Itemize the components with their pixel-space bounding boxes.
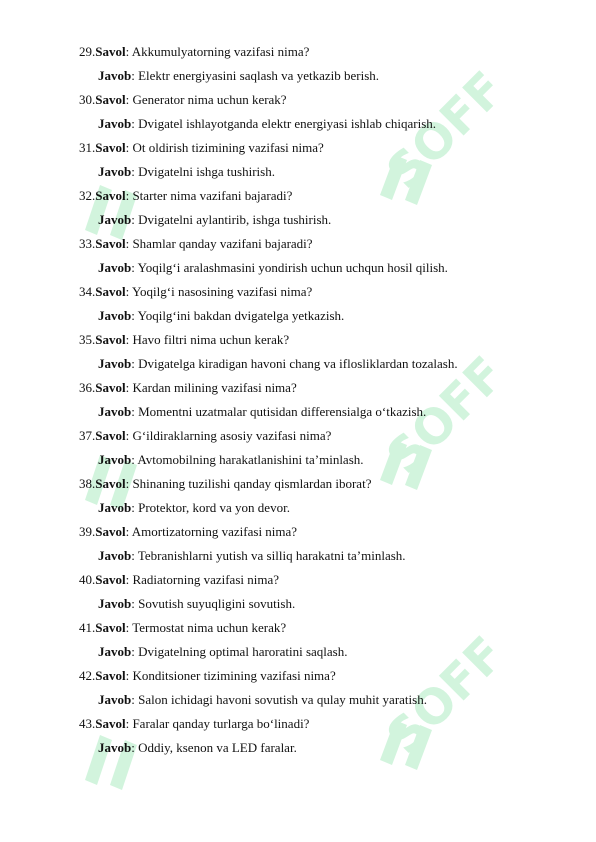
svg-text:SOFF: SOFF [376,61,516,201]
question-text: : Kardan milining vazifasi nima? [125,380,297,395]
answer-line [79,496,579,520]
qa-item [79,616,579,664]
answer-line [79,256,579,280]
qa-item [79,472,579,520]
question-number: 30. [79,92,96,107]
svg-text:SOFF: SOFF [376,346,516,486]
question-text: : Havo filtri nima uchun kerak? [125,332,290,347]
answer-label: Javob [98,548,132,563]
answer-line [79,208,579,232]
question-label: Savol [95,284,126,299]
question-text: : Starter nima vazifani bajaradi? [125,188,293,203]
answer-label: Javob [98,308,132,323]
answer-label: Javob [98,740,132,755]
answer-line [79,64,579,88]
question-text: : Shamlar qanday vazifani bajaradi? [125,236,313,251]
answer-label: Javob [98,500,132,515]
answer-line [79,352,579,376]
qa-item [79,520,579,568]
answer-line [79,112,579,136]
question-text: : Termostat nima uchun kerak? [125,620,287,635]
answer-text: : Dvigatelni ishga tushirish. [131,164,275,179]
answer-line [79,688,579,712]
question-text: : Yoqilg‘i nasosining vazifasi nima? [125,284,313,299]
answer-text: : Elektr energiyasini saqlash va yetkazib berish. [131,68,380,83]
answer-text: : Protektor, kord va yon devor. [131,500,290,515]
answer-text: : Oddiy, ksenon va LED faralar. [131,740,297,755]
qa-item [79,136,579,184]
answer-text: : Sovutish suyuqligini sovutish. [131,596,296,611]
question-text: : Ot oldirish tizimining vazifasi nima? [125,140,324,155]
question-label: Savol [95,716,126,731]
answer-text: : Yoqilg‘i aralashmasini yondirish uchun uchqun hosil qilish. [131,260,448,275]
question-label: Savol [95,476,126,491]
question-number: 38. [79,476,96,491]
answer-line [79,400,579,424]
answer-label: Javob [98,164,132,179]
question-line [79,568,579,592]
question-label: Savol [95,620,126,635]
answer-label: Javob [98,596,132,611]
question-label: Savol [95,668,126,683]
answer-line [79,592,579,616]
answer-label: Javob [98,356,132,371]
answer-label: Javob [98,212,132,227]
answer-line [79,448,579,472]
svg-text:SOFF: SOFF [376,626,516,766]
answer-text: : Dvigatelni aylantirib, ishga tushirish. [131,212,332,227]
question-label: Savol [95,428,126,443]
answer-label: Javob [98,692,132,707]
qa-item [79,232,579,280]
question-number: 37. [79,428,96,443]
answer-text: : Avtomobilning harakatlanishini ta’minlash. [131,452,364,467]
question-label: Savol [95,524,126,539]
question-line [79,88,579,112]
answer-text: : Yoqilg‘ini bakdan dvigatelga yetkazish. [131,308,345,323]
answer-line [79,736,579,760]
question-number: 35. [79,332,96,347]
qa-item [79,424,579,472]
question-label: Savol [95,236,126,251]
question-number: 33. [79,236,96,251]
question-number: 42. [79,668,96,683]
answer-line [79,544,579,568]
answer-text: : Momentni uzatmalar qutisidan differensialga o‘tkazish. [131,404,427,419]
qa-item [79,280,579,328]
question-line [79,616,579,640]
qa-item [79,712,579,760]
question-label: Savol [95,44,126,59]
answer-label: Javob [98,404,132,419]
answer-label: Javob [98,116,132,131]
question-line [79,664,579,688]
answer-line [79,160,579,184]
question-number: 31. [79,140,96,155]
question-line [79,136,579,160]
question-text: : Generator nima uchun kerak? [125,92,287,107]
question-line [79,520,579,544]
qa-item [79,88,579,136]
answer-line [79,304,579,328]
question-line [79,376,579,400]
question-line [79,280,579,304]
question-number: 34. [79,284,96,299]
question-line [79,424,579,448]
question-text: : Konditsioner tizimining vazifasi nima? [125,668,336,683]
qa-item [79,568,579,616]
answer-label: Javob [98,644,132,659]
answer-text: : Dvigatelning optimal haroratini saqlash. [131,644,348,659]
question-text: : G‘ildiraklarning asosiy vazifasi nima? [125,428,332,443]
question-line [79,328,579,352]
answer-text: : Tebranishlarni yutish va silliq harakatni ta’minlash. [131,548,406,563]
qa-list [79,40,579,760]
qa-item [79,40,579,88]
answer-label: Javob [98,68,132,83]
answer-label: Javob [98,452,132,467]
question-label: Savol [95,140,126,155]
question-number: 36. [79,380,96,395]
question-number: 29. [79,44,96,59]
qa-item [79,376,579,424]
question-label: Savol [95,572,126,587]
question-number: 39. [79,524,96,539]
question-line [79,232,579,256]
answer-line [79,640,579,664]
question-text: : Radiatorning vazifasi nima? [125,572,280,587]
answer-label: Javob [98,260,132,275]
question-number: 43. [79,716,96,731]
answer-text: : Dvigatelga kiradigan havoni chang va iflosliklardan tozalash. [131,356,458,371]
question-text: : Amortizatorning vazifasi nima? [125,524,298,539]
question-text: : Akkumulyatorning vazifasi nima? [125,44,310,59]
question-line [79,40,579,64]
question-number: 40. [79,572,96,587]
question-label: Savol [95,92,126,107]
answer-text: : Salon ichidagi havoni sovutish va qulay muhit yaratish. [131,692,427,707]
question-text: : Faralar qanday turlarga bo‘linadi? [125,716,310,731]
qa-item [79,184,579,232]
question-line [79,712,579,736]
question-line [79,472,579,496]
question-label: Savol [95,188,126,203]
question-label: Savol [95,332,126,347]
qa-item [79,328,579,376]
qa-item [79,664,579,712]
question-line [79,184,579,208]
question-number: 41. [79,620,96,635]
question-number: 32. [79,188,96,203]
question-text: : Shinaning tuzilishi qanday qismlardan iborat? [125,476,372,491]
question-label: Savol [95,380,126,395]
answer-text: : Dvigatel ishlayotganda elektr energiyasi ishlab chiqarish. [131,116,437,131]
